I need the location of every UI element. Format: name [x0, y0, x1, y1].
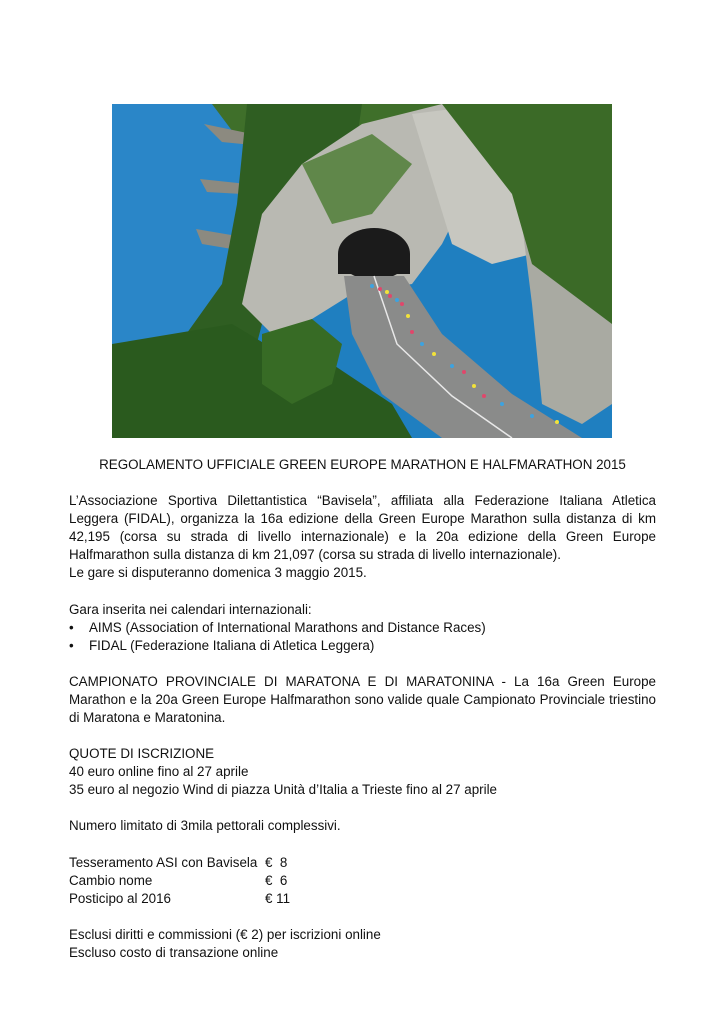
extra-fee-label: Cambio nome [69, 872, 153, 888]
extra-fee-row [69, 854, 656, 872]
intro-paragraph: L’Associazione Sportiva Dilettantistica “Bavisela”, affiliata alla Federazione Italiana Atletica Leggera (FIDAL), organizza la 16a edizione della Green Europe Marathon sulla distanza di km 42,195 (corsa su strada di livello internazionale) e la 20a edizione della Green Europe Halfmarathon sulla distanza di km 21,097 (corsa su strada di livello internazionale). [69, 493, 656, 563]
fee-line: 35 euro al negozio Wind di piazza Unità d’Italia a Trieste fino al 27 aprile [69, 782, 498, 798]
transaction-cost-note: Escluso costo di transazione online [69, 944, 279, 960]
fees-heading: QUOTE DI ISCRIZIONE [69, 746, 215, 762]
extra-fee-row [69, 872, 656, 890]
bib-limit-line: Numero limitato di 3mila pettorali complessivi. [69, 818, 341, 834]
extra-fee-amount: € 8 [265, 854, 288, 870]
extra-fee-amount: € 6 [265, 872, 288, 888]
extra-fee-label: Posticipo al 2016 [69, 890, 171, 906]
regulation-document [69, 456, 656, 962]
online-fee-note: Esclusi diritti e commissioni (€ 2) per iscrizioni online [69, 926, 381, 942]
fee-line: 40 euro online fino al 27 aprile [69, 764, 249, 780]
extra-fee-amount: € 11 [265, 890, 291, 906]
extra-fee-label: Tesseramento ASI con Bavisela [69, 854, 258, 870]
marathon-photo [112, 104, 612, 438]
championship-paragraph: CAMPIONATO PROVINCIALE DI MARATONA E DI MARATONINA - La 16a Green Europe Marathon e la 20a Green Europe Halfmarathon sono valide quale Campionato Provinciale triestino di Maratona e Maratonina. [69, 673, 656, 726]
race-date-line: Le gare si disputeranno domenica 3 maggio 2015. [69, 565, 367, 581]
list-item: • AIMS (Association of International Marathons and Distance Races) [69, 619, 656, 637]
calendars-heading: Gara inserita nei calendari internazionali: [69, 601, 312, 617]
extra-fee-row [69, 890, 656, 908]
list-item: • FIDAL (Federazione Italiana di Atletica Leggera) [69, 637, 656, 655]
calendars-list [69, 619, 656, 655]
document-title: REGOLAMENTO UFFICIALE GREEN EUROPE MARATHON E HALFMARATHON 2015 [99, 457, 626, 472]
